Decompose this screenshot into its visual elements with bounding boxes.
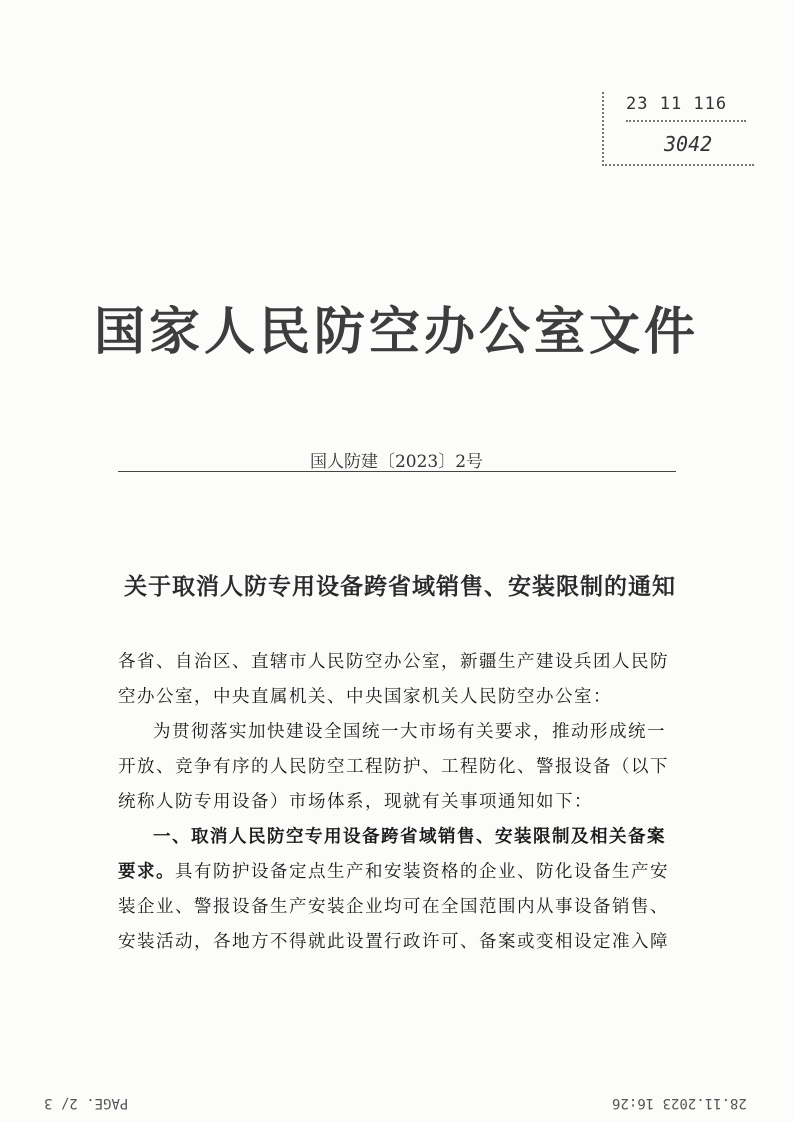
recipients-paragraph: 各省、自治区、直辖市人民防空办公室，新疆生产建设兵团人民防空办公室，中央直属机关、中央国家机关人民防空办公室： <box>118 652 669 707</box>
receipt-stamp <box>602 92 754 166</box>
issuer-heading: 国家人民防空办公室文件 <box>93 302 699 362</box>
stamp-number: 3042 <box>664 132 713 156</box>
document-title: 关于取消人防专用设备跨省域销售、安装限制的通知 <box>124 573 676 600</box>
document-body <box>118 645 682 960</box>
section-1-text: 具有防护设备定点生产和安装资格的企业、防化设备生产安装企业、警报设备生产安装企业均可在全国范围内从事设备销售、安装活动，各地方不得就此设置行政许可、备案或变相设定准入障 <box>118 862 669 952</box>
header-divider <box>118 471 676 472</box>
document-number: 国人防建〔2023〕2号 <box>309 452 484 472</box>
section-1-heading: 一、取消人民防空专用设备跨省域销售、安装限制及相关备案要求。 <box>118 827 666 882</box>
fax-timestamp: 28.11.2023 16:26 <box>612 1095 747 1111</box>
fax-page-indicator: PAGE. 2/ 3 <box>44 1095 129 1111</box>
section-1-paragraph <box>118 820 682 960</box>
stamp-date: 23 11 116 <box>626 94 746 122</box>
intro-paragraph: 为贯彻落实加快建设全国统一大市场有关要求，推动形成统一开放、竞争有序的人民防空工程防护、工程防化、警报设备（以下统称人防专用设备）市场体系，现就有关事项通知如下： <box>118 722 669 812</box>
